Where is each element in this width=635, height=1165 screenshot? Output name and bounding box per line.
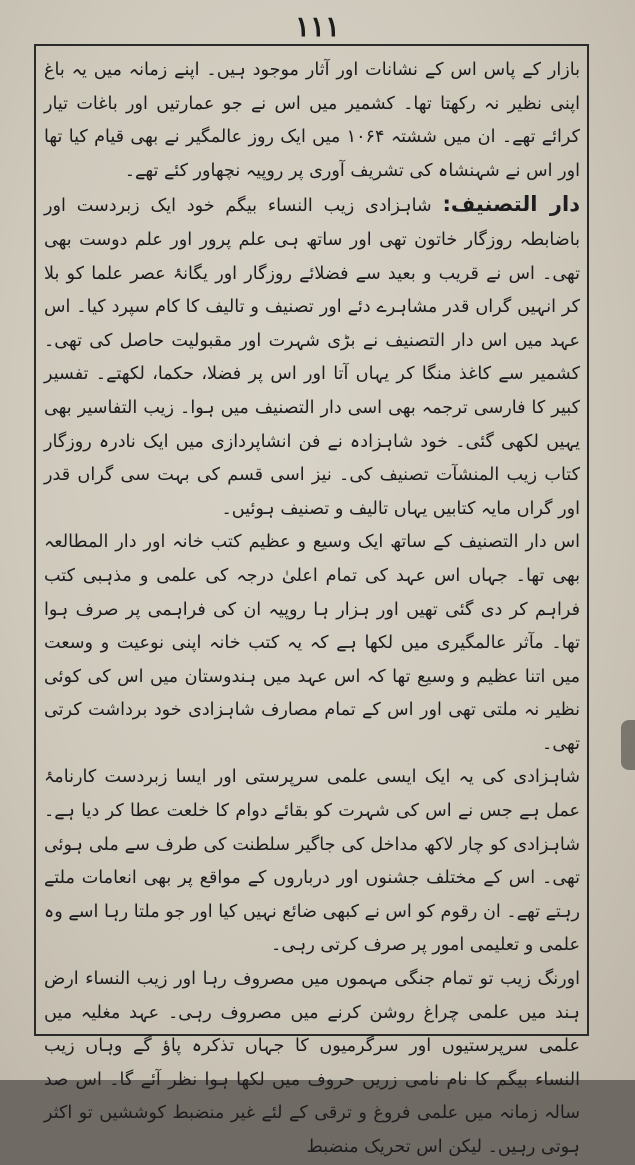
paragraph xyxy=(44,526,580,761)
page-number: ۱۱۱ xyxy=(294,10,341,43)
paragraph xyxy=(44,761,580,963)
paragraph-text: اورنگ زیب تو تمام جنگی مہموں میں مصروف رہا اور زیب النساء ارض ہند میں علمی چراغ روشن کرنے میں مصروف رہی۔ عہد مغلیہ میں علمی سرپرستیوں اور سرگرمیوں کا جہاں تذکرہ پاؤ گے وہاں زیب النساء بیگم کا نام نامی زریں حروف میں لکھا ہوا نظر آئے گا۔ اس صد سالہ زمانہ میں علمی فروغ و ترقی کے لئے غیر منضبط کوششیں تو اکثر ہوتی رہیں۔ لیکن اس تحریک منضبط xyxy=(44,969,580,1157)
paragraph-text: شاہزادی کی یہ ایک ایسی علمی سرپرستی اور ایسا زبردست کارنامۂ عمل ہے جس نے اس کی شہرت کو بقائے دوام کا خلعت عطا کر دیا ہے۔ شاہزادی کو چار لاکھ مداخل کی جاگیر سلطنت کی طرف سے ملی ہوئی تھی۔ اس کے مختلف جشنوں اور درباروں کے مواقع پر بھی انعامات ملتے رہتے تھے۔ ان رقوم کو اس نے کبھی ضائع نہیں کیا اور جو ملتا رہا اسے وہ علمی و تعلیمی امور پر صرف کرتی رہی۔ xyxy=(44,767,580,956)
paragraph-text: شاہزادی زیب النساء بیگم خود ایک زبردست اور باضابطہ روزگار خاتون تھی اور ساتھ ہی علم پرور اور علم دوست بھی تھی۔ اس نے قریب و بعید سے فضلائے روزگار اور یگانۂ عصر علما کو بلا کر انہیں گراں قدر مشاہرے دئے اور تصنیف و تالیف کا کام سپرد کیا۔ اس عہد میں اس دار التصنیف نے بڑی شہرت اور مقبولیت حاصل کی تھی۔ کشمیر سے کاغذ منگا کر یہاں آتا اور اس پر فضلا، حکما، لکھتے۔ تفسیر کبیر کا فارسی ترجمہ بھی اسی دار التصنیف میں ہوا۔ زیب التفاسیر بھی یہیں لکھی گئی۔ خود شاہزادہ نے فن انشاپردازی میں ایک نادرہ روزگار کتاب زیب المنشآت تصنیف کی۔ نیز اسی قسم کی بہت سی گراں قدر اور گراں مایہ کتابیں یہاں تالیف و تصنیف ہوئیں۔ xyxy=(44,196,580,519)
section-heading: دار التصنیف: xyxy=(442,192,580,217)
paragraph-text: بازار کے پاس اس کے نشانات اور آثار موجود ہیں۔ اپنے زمانہ میں یہ باغ اپنی نظیر نہ رکھتا تھا۔ کشمیر میں اس نے جو عمارتیں اور باغات تیار کرائے تھے۔ ان میں ششتہ ۱۰۶۴ میں ایک روز عالمگیر نے بھی قیام کیا تھا اور اس نے شہنشاہ کی تشریف آوری پر روپیہ نچھاور کئے تھے۔ xyxy=(44,60,580,181)
paragraph-text: اس دار التصنیف کے ساتھ ایک وسیع و عظیم کتب خانہ اور دار المطالعہ بھی تھا۔ جہاں اس عہد کی تمام اعلیٰ درجہ کی علمی و مذہبی کتب فراہم کر دی گئی تھیں اور ہزار ہا روپیہ ان کی فراہمی پر صرف ہوا تھا۔ مآثر عالمگیری میں لکھا ہے کہ یہ کتب خانہ اپنی نوعیت و وسعت میں اتنا عظیم و وسیع تھا کہ اس عہد میں ہندوستان میں اس کی کوئی نظیر نہ ملتی تھی اور اس کے تمام مصارف شاہزادی خود برداشت کرتی تھی۔ xyxy=(44,532,580,754)
paragraph xyxy=(44,54,580,188)
page-body xyxy=(44,54,580,1157)
paragraph xyxy=(44,188,580,526)
paragraph xyxy=(44,963,580,1165)
page-edge-shadow xyxy=(621,720,635,770)
